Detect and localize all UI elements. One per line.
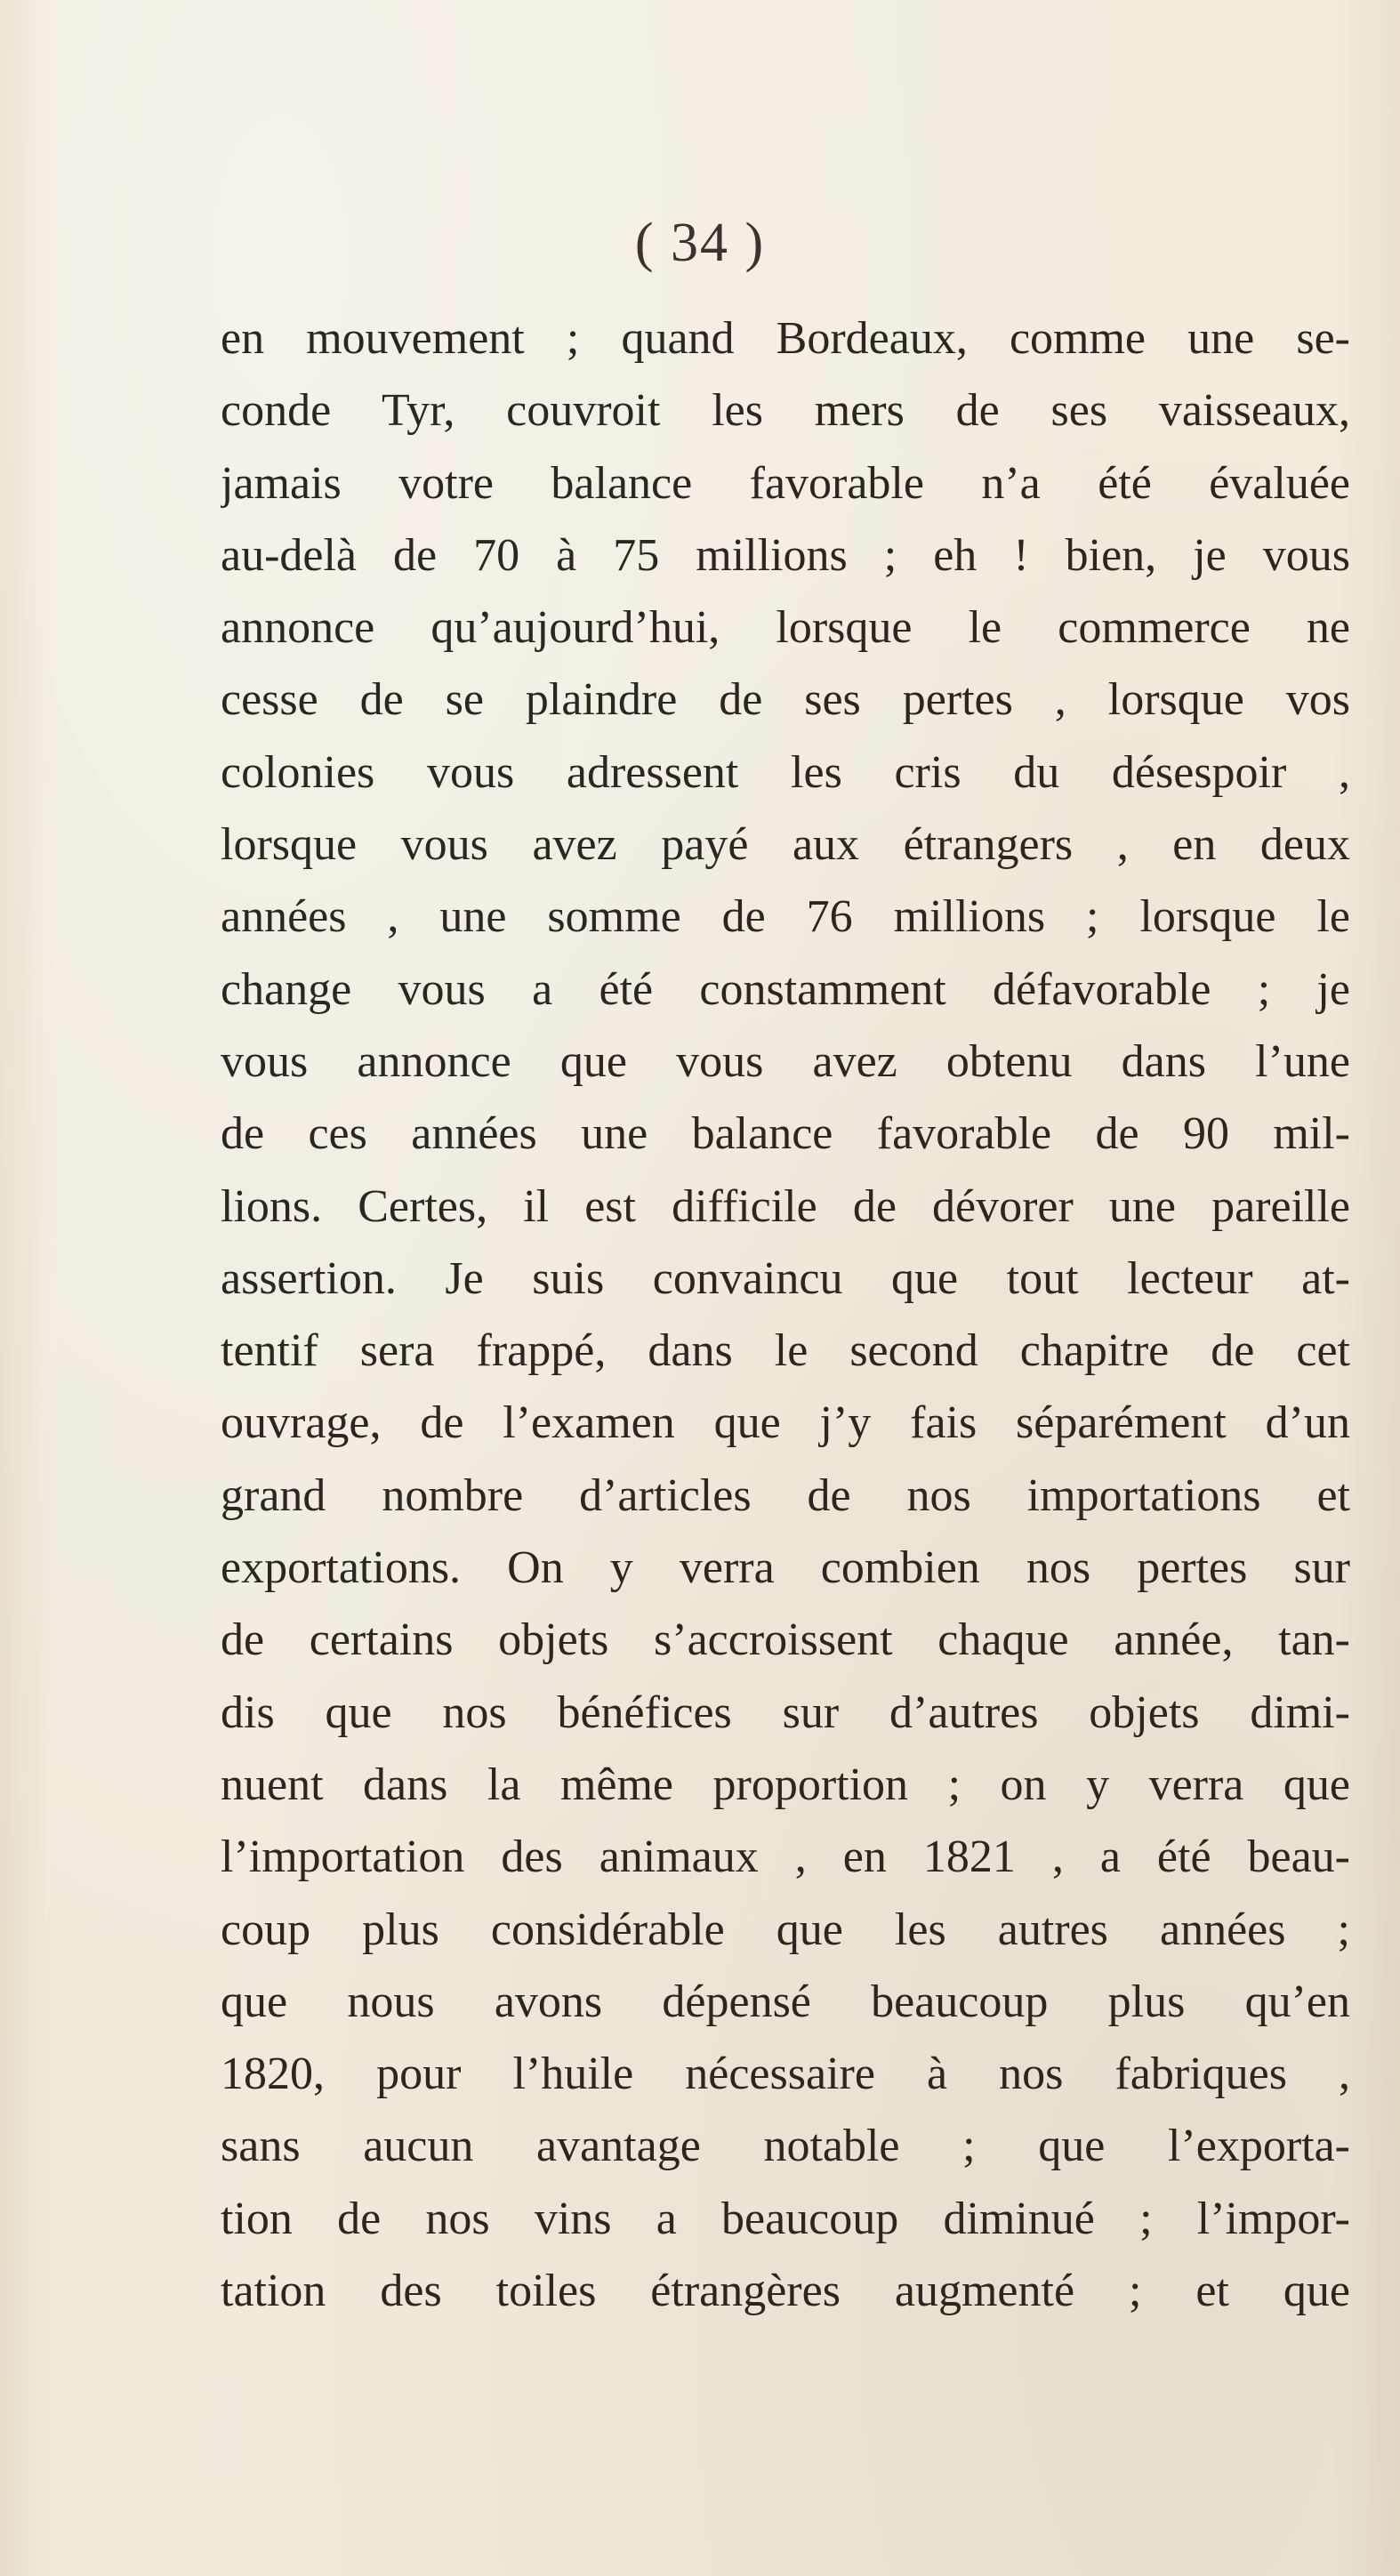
text-line: cesse de se plaindre de ses pertes , lorsque vos [221, 674, 1350, 726]
text-line: coup plus considérable que les autres années ; [221, 1904, 1350, 1955]
text-line: de ces années une balance favorable de 90 mil- [221, 1108, 1350, 1160]
text-line: tation des toiles étrangères augmenté ; et que [221, 2266, 1350, 2317]
text-line: 1820, pour l’huile nécessaire à nos fabriques , [221, 2049, 1350, 2100]
text-line: lorsque vous avez payé aux étrangers , en deux [221, 819, 1350, 871]
page-number: ( 34 ) [634, 213, 766, 273]
text-line: tentif sera frappé, dans le second chapitre de cet [221, 1325, 1350, 1377]
text-line: de certains objets s’accroissent chaque année, tan- [221, 1614, 1350, 1666]
text-line: jamais votre balance favorable n’a été évaluée [221, 457, 1350, 509]
text-line: lions. Certes, il est difficile de dévorer une pareille [221, 1180, 1350, 1232]
text-line: l’importation des animaux , en 1821 , a été beau- [221, 1831, 1350, 1883]
text-line: en mouvement ; quand Bordeaux, comme une se- [221, 313, 1350, 364]
text-line: nuent dans la même proportion ; on y verra que [221, 1759, 1350, 1810]
text-line: dis que nos bénéfices sur d’autres objets dimi- [221, 1686, 1350, 1738]
text-line: tion de nos vins a beaucoup diminué ; l’impor- [221, 2193, 1350, 2244]
text-line: sans aucun avantage notable ; que l’exporta- [221, 2121, 1350, 2172]
text-line: colonies vous adressent les cris du désespoir , [221, 746, 1350, 798]
text-line: annonce qu’aujourd’hui, lorsque le commerce ne [221, 602, 1350, 654]
text-line: au-delà de 70 à 75 millions ; eh ! bien, je vous [221, 529, 1350, 581]
text-line: vous annonce que vous avez obtenu dans l’une [221, 1035, 1350, 1087]
text-line: ouvrage, de l’examen que j’y fais séparément d’un [221, 1397, 1350, 1449]
text-line: que nous avons dépensé beaucoup plus qu’en [221, 1976, 1350, 2027]
text-line: change vous a été constamment défavorable ; je [221, 963, 1350, 1015]
text-line: années , une somme de 76 millions ; lorsque le [221, 891, 1350, 943]
body-text [221, 302, 1350, 2327]
text-line: assertion. Je suis convaincu que tout lecteur at- [221, 1252, 1350, 1304]
text-line: grand nombre d’articles de nos importations et [221, 1469, 1350, 1521]
text-line: exportations. On y verra combien nos pertes sur [221, 1542, 1350, 1594]
text-line: conde Tyr, couvroit les mers de ses vaisseaux, [221, 385, 1350, 437]
